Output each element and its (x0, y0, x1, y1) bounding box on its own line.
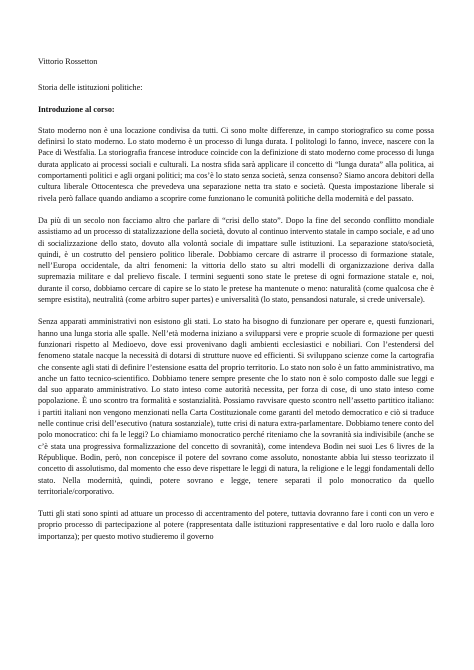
paragraph-3: Senza apparati amministrativi non esistono gli stati. Lo stato ha bisogno di funzionare per operare e, questi funzionari, hanno una lunga storia alle spalle. Nell’età moderna iniziano a svilupparsi vere e proprie scuole di formazione per questi funzionari rispetto al Medioevo, dove essi provenivano dagli ambienti ecclesiastici e nobiliari. Con l’estendersi del fenomeno statale nacque la necessità di dotarsi di strutture nuove ed efficienti. Si sviluppano scienze come la cartografia che consente agli stati di definire l’estensione esatta del proprio territorio. Lo stato non solo è un fatto amministrativo, ma anche un fatto tecnico-scientifico. Dobbiamo tenere sempre presente che lo stato non è solo composto dalle sue leggi e dal suo apparato amministrativo. Lo stato inteso come autorità necessita, per forza di cose, di uno stato inteso come popolazione. È uno scontro tra formalità e sostanzialità. Possiamo ravvisare questo scontro nell’assetto partitico italiano: i partiti italiani non vengono menzionati nella Carta Costituzionale come garanti del metodo democratico e ciò si traduce nelle continue crisi dell’esecutivo (natura sostanziale), tutte crisi di natura extra-parlamentare. Dobbiamo tenere conto del polo monocratico: chi fa le leggi? Lo chiamiamo monocratico perché riteniamo che la sovranità sia indivisibile (anche se c’è stata una progressiva formalizzazione del concetto di sovranità), come intendeva Bodin nei suoi Les 6 livres de la République. Bodin, però, non concepisce il potere del sovrano come assoluto, nonostante abbia lui stesso teorizzato il concetto di assolutismo, dal momento che esso deve rispettare le leggi di natura, la religione e le leggi fondamentali dello stato. Nella modernità, quindi, potere sovrano e legge, tenere separati il polo monocratico da quello territoriale/corporativo. (38, 317, 434, 496)
author-name: Vittorio Rossetton (38, 57, 98, 66)
paragraph-4: Tutti gli stati sono spinti ad attuare un processo di accentramento del potere, tuttavia dovranno fare i conti con un vero e proprio processo di partecipazione al potere (rappresentata dalle istituzioni rappresentative e dal loro ruolo e dalla loro importanza); per questo motivo studieremo il governo (38, 509, 434, 541)
body-text (38, 125, 434, 542)
course-subject: Storia delle istituzioni politiche: (38, 83, 143, 93)
section-heading: Introduzione al corso: (38, 104, 115, 114)
paragraph-2: Da più di un secolo non facciamo altro che parlare di “crisi dello stato”. Dopo la fine del secondo conflitto mondiale assistiamo ad un processo di statalizzazione della società, dovuto al continuo intervento statale in campo sociale, e ad uno di socializzazione dello stato, dovuto alla volontà sociale di impattare sulle istituzioni. La separazione stato/società, quindi, è un costrutto del pensiero politico liberale. Dobbiamo cercare di astrarre il processo di formazione statale, nell’Europa occidentale, da altri fenomeni: la vittoria dello stato su altri modelli di organizzazione deriva dalla supremazia militare e dal prelievo fiscale. I termini seguenti sono state le pretese di ogni formazione statale e, noi, durante il corso, dobbiamo cercare di capire se lo stato le pretese ha mantenute o meno: naturalità (come qualcosa che è sempre esistita), neutralità (come arbitro super partes) e universalità (lo stato, pensandosi naturale, si crede universale). (38, 215, 434, 305)
paragraph-1: Stato moderno non è una locazione condivisa da tutti. Ci sono molte differenze, in campo storiografico su come possa definirsi lo stato moderno. Lo stato moderno è un processo di lunga durata. I politologi lo fanno, invece, nascere con la Pace di Westfalia. La storiografia francese introduce coincide con la definizione di stato moderno come processo di lunga durata applicato ai processi sociali e culturali. La nostra sfida sarà applicare il concetto di “lunga durata” alla politica, ai comportamenti politici e agli organi politici; ma cos’è lo stato senza società, senza consenso? Siamo ancora debitori della cultura liberale Ottocentesca che prevedeva una separazione netta tra stato e società. Questa impostazione liberale si rivela però fallace quando andiamo a scoprire come funzionano le comunità politiche della modernità e del passato. (38, 125, 434, 203)
